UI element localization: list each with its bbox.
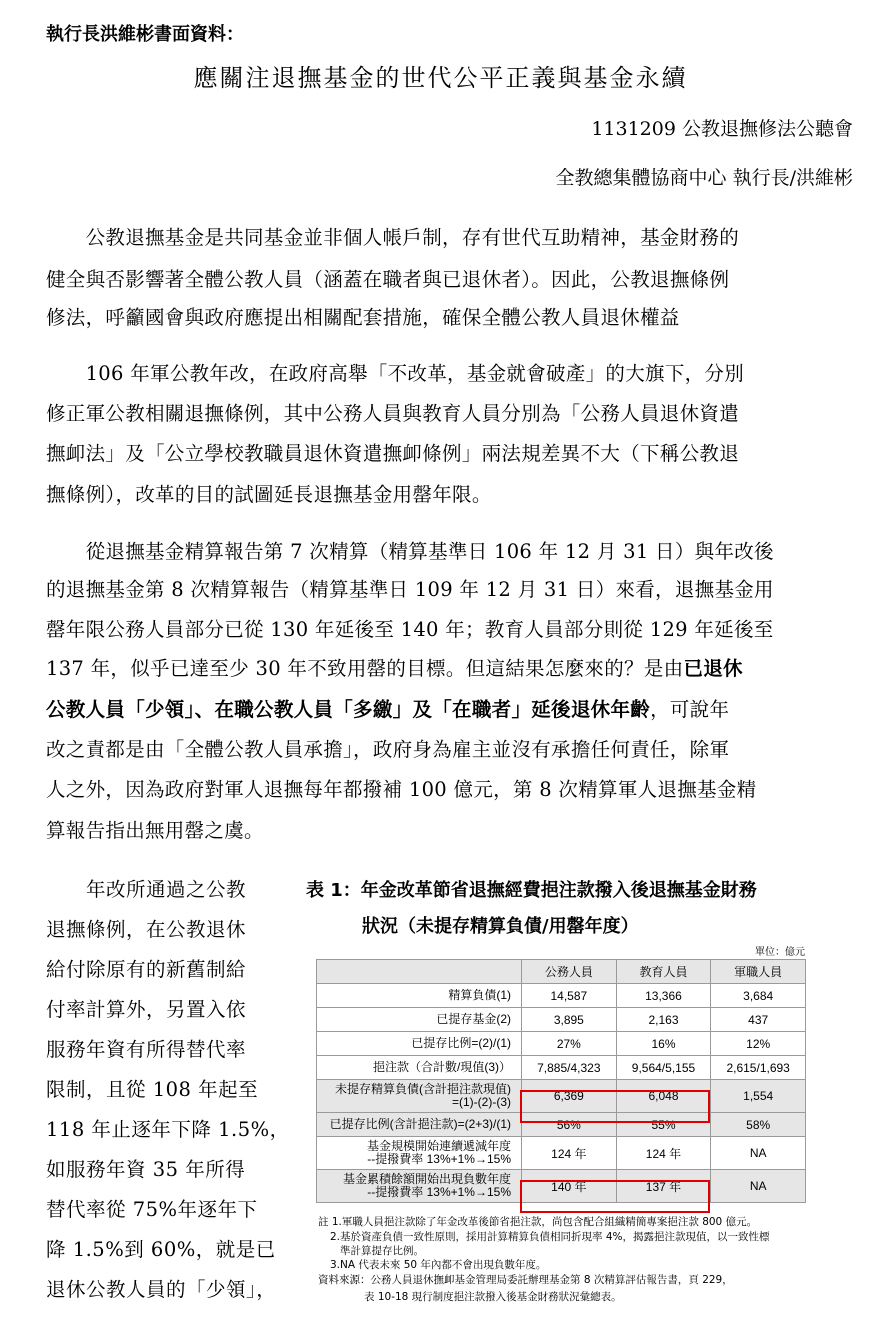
paragraph-4-line: 如服務年資 35 年所得 bbox=[46, 1158, 246, 1181]
table-cell: 124 年 bbox=[522, 1137, 617, 1170]
plain-text: 137 年，似乎已達至少 30 年不致用罄的目標。但這結果怎麼來的？是由 bbox=[46, 657, 684, 680]
table-cell: 12% bbox=[711, 1032, 806, 1056]
highlight-box-negative-year bbox=[520, 1180, 710, 1213]
row-label: 精算負債(1) bbox=[317, 984, 522, 1008]
table-cell: 3,895 bbox=[522, 1008, 617, 1032]
row-label-line: --提撥費率 13%+1%→15% bbox=[367, 1185, 511, 1199]
table-title: 表 1：年金改革節省退撫經費挹注款撥入後退撫基金財務 bbox=[306, 880, 757, 901]
paragraph-2-line: 修正軍公教相關退撫條例，其中公務人員與教育人員分別為「公務人員退休資遣 bbox=[46, 402, 740, 425]
table-cell: 2,615/1,693 bbox=[711, 1056, 806, 1080]
paragraph-2-line: 撫卹法」及「公立學校教職員退休資遣撫卹條例」兩法規差異不大（下稱公教退 bbox=[46, 442, 740, 465]
row-label-line: =(1)-(2)-(3) bbox=[452, 1095, 511, 1109]
event-line: 1131209 公教退撫修法公聽會 bbox=[591, 118, 853, 140]
table-unit: 單位：億元 bbox=[755, 947, 805, 958]
document-title: 應關注退撫基金的世代公平正義與基金永續 bbox=[193, 64, 688, 92]
table-cell: 437 bbox=[711, 1008, 806, 1032]
row-label: 已提存基金(2) bbox=[317, 1008, 522, 1032]
note-line: 準計算提存比例。 bbox=[340, 1245, 424, 1257]
paragraph-3-line bbox=[46, 694, 856, 722]
note-line: 3.NA 代表未來 50 年內都不會出現負數年度。 bbox=[330, 1259, 547, 1271]
paragraph-4-line: 退撫條例，在公教退休 bbox=[46, 918, 247, 941]
row-label: 挹注款（合計數/現值(3)） bbox=[317, 1056, 522, 1080]
paragraph-3-line: 罄年限公務人員部分已從 130 年延後至 140 年；教育人員部分則從 129 年延後至 bbox=[46, 618, 774, 641]
table-cell: 124 年 bbox=[616, 1137, 711, 1170]
fund-table bbox=[316, 959, 806, 1203]
paragraph-3-line bbox=[46, 653, 856, 681]
paragraph-2-line: 106 年軍公教年改，在政府高舉「不改革，基金就會破產」的大旗下，分別 bbox=[46, 362, 745, 385]
paragraph-3-line: 算報告指出無用罄之虞。 bbox=[46, 819, 264, 842]
row-label bbox=[317, 1080, 522, 1113]
paragraph-4-line: 118 年止逐年下降 1.5%， bbox=[46, 1118, 290, 1141]
table-cell: 9,564/5,155 bbox=[616, 1056, 711, 1080]
column-header: 教育人員 bbox=[616, 960, 711, 984]
table-cell: 27% bbox=[522, 1032, 617, 1056]
paragraph-4-line: 服務年資有所得替代率 bbox=[46, 1038, 247, 1061]
note-line: 表 10-18 現行制度挹注款撥入後基金財務狀況彙總表。 bbox=[364, 1291, 622, 1303]
table-cell: NA bbox=[711, 1137, 806, 1170]
table-cell: 3,684 bbox=[711, 984, 806, 1008]
note-line: 2.基於資產負債一致性原則，採用計算精算負債相同折現率 4%，揭露挹注款現值，以一致性標 bbox=[330, 1231, 770, 1243]
table-header-row bbox=[317, 960, 806, 984]
row-label: 已提存比例=(2)/(1) bbox=[317, 1032, 522, 1056]
paragraph-3-line: 改之責都是由「全體公教人員承擔」，政府身為雇主並沒有承擔任何責任，除軍 bbox=[46, 738, 730, 761]
row-label-line: 基金規模開始連續遞減年度 bbox=[366, 1138, 511, 1153]
paragraph-4-line: 降 1.5%到 60%，就是已 bbox=[46, 1238, 276, 1261]
table-row bbox=[317, 1137, 806, 1170]
table-row bbox=[317, 984, 806, 1008]
note-line: 資料來源：公務人員退休撫卹基金管理局委託辦理基金第 8 次精算評估報告書，頁 229， bbox=[318, 1274, 733, 1286]
row-label-line: 未提存精算負債(含計挹注款現值) bbox=[335, 1081, 511, 1096]
row-label-line: 基金累積餘額開始出現負數年度 bbox=[342, 1171, 511, 1186]
row-label-line: --提撥費率 13%+1%→15% bbox=[367, 1152, 511, 1166]
plain-text: ，可說年 bbox=[650, 698, 730, 721]
paragraph-4-line: 替代率從 75%年逐年下 bbox=[46, 1198, 258, 1221]
paragraph-4-line: 付率計算外，另置入依 bbox=[46, 998, 247, 1021]
row-label: 已提存比例(含計挹注款)=(2+3)/(1) bbox=[317, 1113, 522, 1137]
table-cell: 7,885/4,323 bbox=[522, 1056, 617, 1080]
table-cell: 13,366 bbox=[616, 984, 711, 1008]
table-cell: NA bbox=[711, 1170, 806, 1203]
document-label: 執行長洪維彬書面資料： bbox=[46, 24, 244, 45]
author-line: 全教總集體協商中心 執行長/洪維彬 bbox=[555, 167, 853, 189]
table-cell: 58% bbox=[711, 1113, 806, 1137]
paragraph-3-line: 的退撫基金第 8 次精算報告（精算基準日 109 年 12 月 31 日）來看，退撫基金用 bbox=[46, 578, 774, 601]
table-cell: 1,554 bbox=[711, 1080, 806, 1113]
row-label bbox=[317, 1137, 522, 1170]
table-cell: 16% bbox=[616, 1032, 711, 1056]
column-header: 軍職人員 bbox=[711, 960, 806, 984]
column-header: 公務人員 bbox=[522, 960, 617, 984]
table-cell: 14,587 bbox=[522, 984, 617, 1008]
paragraph-4-line: 限制，且從 108 年起至 bbox=[46, 1078, 259, 1101]
bold-text: 已退休 bbox=[683, 657, 743, 680]
paragraph-2-line: 撫條例），改革的目的試圖延長退撫基金用罄年限。 bbox=[46, 483, 492, 506]
table-subtitle: 狀況（未提存精算負債/用罄年度） bbox=[362, 916, 639, 937]
paragraph-3-line: 人之外，因為政府對軍人退撫每年都撥補 100 億元，第 8 次精算軍人退撫基金精 bbox=[46, 778, 757, 801]
note-line: 註 1.軍職人員挹注款除了年金改革後節省挹注款，尚包含配合組織精簡專案挹注款 800 億元。 bbox=[318, 1216, 758, 1228]
table-row bbox=[317, 1056, 806, 1080]
paragraph-4-line: 退休公教人員的「少領」， bbox=[46, 1278, 277, 1301]
table-cell: 2,163 bbox=[616, 1008, 711, 1032]
table-row bbox=[317, 1032, 806, 1056]
bold-text: 公教人員「少領」、在職公教人員「多繳」及「在職者」延後退休年齡 bbox=[46, 698, 651, 721]
table-cell: 137 年 bbox=[616, 1170, 711, 1203]
paragraph-4-line: 給付除原有的新舊制給 bbox=[46, 958, 247, 981]
paragraph-1-line: 公教退撫基金是共同基金並非個人帳戶制，存有世代互助精神，基金財務的 bbox=[46, 226, 740, 249]
table-cell: 6,369 bbox=[522, 1080, 617, 1113]
highlight-box-liability bbox=[520, 1090, 710, 1123]
table-cell: 140 年 bbox=[522, 1170, 617, 1203]
table-cell: 6,048 bbox=[616, 1080, 711, 1113]
paragraph-3-line: 從退撫基金精算報告第 7 次精算（精算基準日 106 年 12 月 31 日）與年改後 bbox=[46, 540, 774, 563]
paragraph-1-line: 修法，呼籲國會與政府應提出相關配套措施，確保全體公教人員退休權益 bbox=[46, 306, 680, 329]
column-header bbox=[317, 960, 522, 984]
row-label bbox=[317, 1170, 522, 1203]
paragraph-1-line: 健全與否影響著全體公教人員（涵蓋在職者與已退休者）。因此，公教退撫條例 bbox=[46, 268, 730, 291]
table-cell: 55% bbox=[616, 1113, 711, 1137]
paragraph-4-line: 年改所通過之公教 bbox=[46, 878, 247, 901]
table-cell: 56% bbox=[522, 1113, 617, 1137]
table-row bbox=[317, 1008, 806, 1032]
